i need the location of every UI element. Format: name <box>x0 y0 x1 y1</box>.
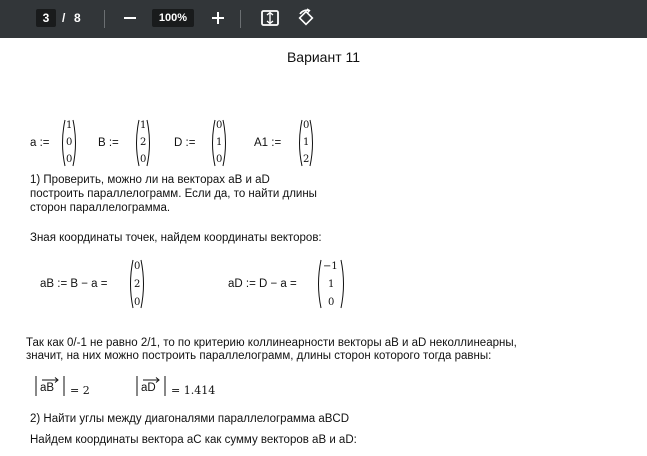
matrix-cell: −1 <box>323 261 338 272</box>
matrix-cell: 0 <box>134 297 141 308</box>
matrix-cell: 2 <box>134 279 141 290</box>
matrix-cell: 0 <box>216 120 223 131</box>
norm-aD-name: aD <box>141 382 156 394</box>
fit-page-button[interactable] <box>258 6 282 30</box>
find-aC-text: Найдем координаты вектора aC как сумму векторов aB и aD: <box>30 434 357 446</box>
task2-text: 2) Найти углы между диагоналями параллелограмма aBCD <box>30 413 350 425</box>
matrix-cell: 1 <box>140 120 147 131</box>
matrix-cell: 0 <box>66 154 73 165</box>
matrix-cell: 2 <box>303 154 310 165</box>
vector-a-label: a := <box>30 137 50 149</box>
matrix-cell: 0 <box>328 297 335 308</box>
page-title: Вариант 11 <box>286 49 361 65</box>
matrix-cell: 1 <box>66 120 73 131</box>
vector-d-label: D := <box>174 137 196 149</box>
norm-aB-name: aB <box>40 382 55 394</box>
task1-line: построить параллелограмм. Если да, то найти длины <box>30 188 317 200</box>
zoom-in-button[interactable] <box>206 6 230 30</box>
zoom-out-button[interactable] <box>118 6 142 30</box>
task1-line: 1) Проверить, можно ли на векторах aB и aD <box>30 174 270 186</box>
matrix-cell: 0 <box>66 137 73 148</box>
plus-icon <box>211 11 225 25</box>
collinearity-line: значит, на них можно построить параллелограмм, длины сторон которого тогда равны: <box>26 350 492 362</box>
rotate-button[interactable] <box>294 6 318 30</box>
matrix-cell: 0 <box>216 154 223 165</box>
matrix-cell: 1 <box>328 279 335 290</box>
toolbar-divider <box>104 10 105 28</box>
page-number-input[interactable]: 3 <box>36 9 56 27</box>
collinearity-line: Так как 0/-1 не равно 2/1, то по критерию коллинеарности векторы aB и aD неколлинеарны, <box>26 337 517 349</box>
known-coords-text: Зная координаты точек, найдем координаты векторов: <box>30 232 322 244</box>
vector-aB-label: aB := B − a = <box>40 278 108 290</box>
fit-page-icon <box>261 10 279 26</box>
zoom-input[interactable]: 100% <box>152 9 194 27</box>
matrix-cell: 0 <box>134 261 141 272</box>
pdf-toolbar <box>0 0 647 38</box>
vector-a1-label: A1 := <box>254 137 282 149</box>
vector-b-label: B := <box>98 137 119 149</box>
matrix-cell: 0 <box>140 154 147 165</box>
vector-aD-label: aD := D − a = <box>228 278 297 290</box>
page-separator: / <box>62 11 66 25</box>
toolbar-divider <box>240 10 241 28</box>
matrix-cell: 1 <box>216 137 223 148</box>
matrix-cell: 1 <box>303 137 310 148</box>
norm-aB-value: = 2 <box>70 384 90 397</box>
minus-icon <box>123 11 137 25</box>
page-total: 8 <box>74 11 81 25</box>
norm-aD-value: = 1.414 <box>171 384 216 397</box>
rotate-icon <box>297 9 315 27</box>
matrix-cell: 0 <box>303 120 310 131</box>
pdf-page <box>0 38 647 456</box>
matrix-cell: 2 <box>140 137 147 148</box>
task1-line: сторон параллелограмма. <box>30 202 171 214</box>
